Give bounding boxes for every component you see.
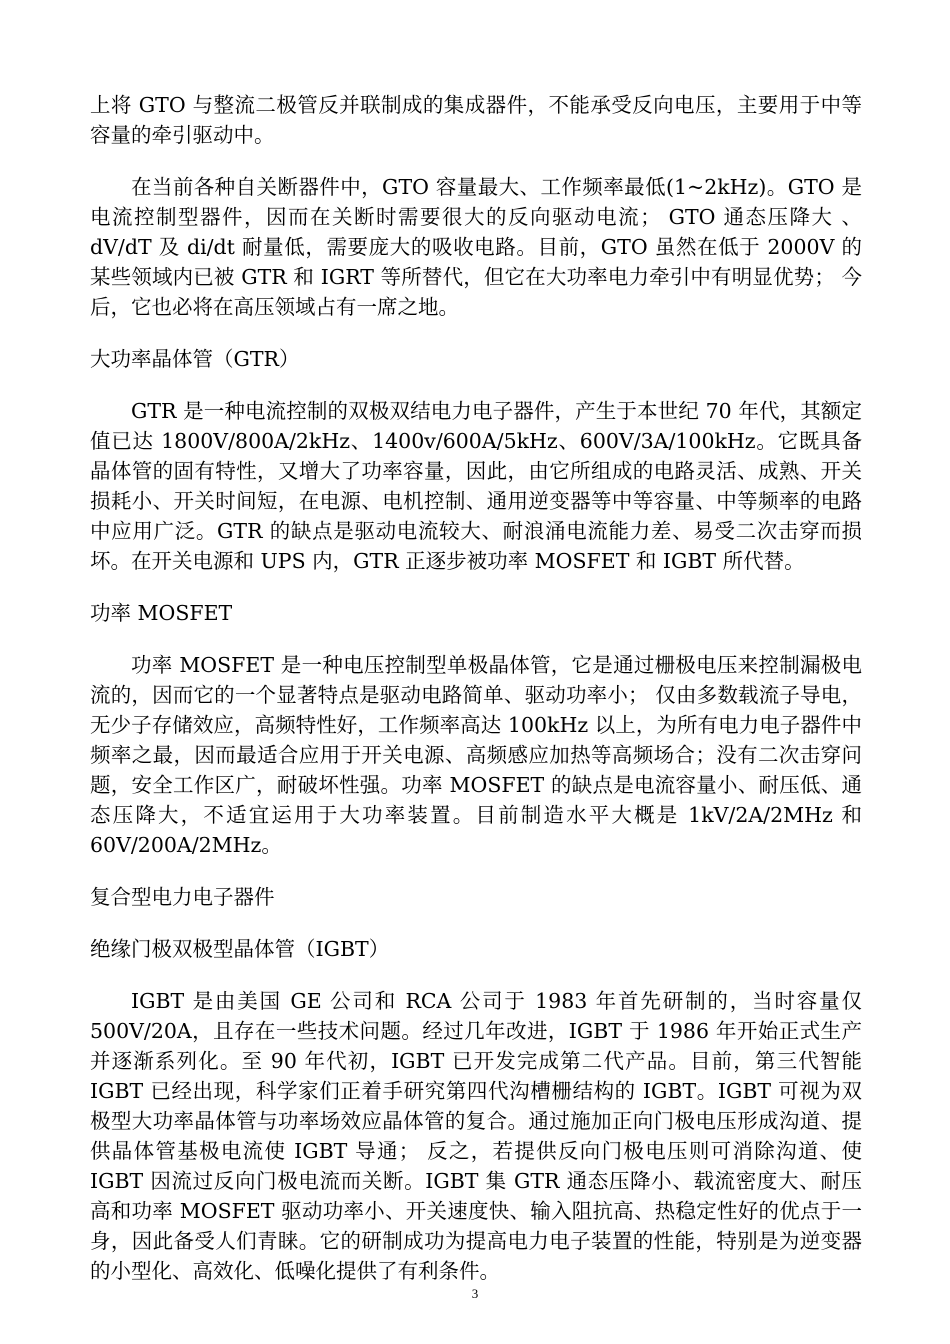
paragraph-power-mosfet: 功率 MOSFET 是一种电压控制型单极晶体管，它是通过栅极电压来控制漏极电流的，因而它的一个显著特点是驱动电路简单、驱动功率小； 仅由多数载流子导电，无少子存储效应，高频特性好，工作频率高达 100kHz 以上，为所有电力电子器件中频率之最，因而最适合应用于开关电源、高频感应加热等高频场合；没有二次击穿问题，安全工作区广，耐破坏性强。功率 MOSFET 的缺点是电流容量小、耐压低、通态压降大，不适宜运用于大功率装置。目前制造水平大概是 1kV/2A/2MHz 和 60V/200A/2MHz。 <box>90 653 862 857</box>
document-page <box>90 90 862 1286</box>
page-number: 3 <box>471 1286 479 1301</box>
heading-gtr: 大功率晶体管（GTR） <box>90 347 300 371</box>
heading-igbt: 绝缘门极双极型晶体管（IGBT） <box>90 937 390 961</box>
heading-composite-devices: 复合型电力电子器件 <box>90 885 275 909</box>
paragraph-igbt: IGBT 是由美国 GE 公司和 RCA 公司于 1983 年首先研制的，当时容量仅 500V/20A，且存在一些技术问题。经过几年改进，IGBT 于 1986 年开始正式生产并逐渐系列化。至 90 年代初，IGBT 已开发完成第二代产品。目前，第三代智能 IGBT 已经出现，科学家们正着手研究第四代沟槽栅结构的 IGBT。IGBT 可视为双极型大功率晶体管与功率场效应晶体管的复合。通过施加正向门极电压形成沟道、提供晶体管基极电流使 IGBT 导通； 反之，若提供反向门极电压则可消除沟道、使 IGBT 因流过反向门极电流而关断。IGBT 集 GTR 通态压降小、载流密度大、耐压高和功率 MOSFET 驱动功率小、开关速度快、输入阻抗高、热稳定性好的优点于一身，因此备受人们青睐。它的研制成功为提高电力电子装置的性能，特别是为逆变器的小型化、高效化、低噪化提供了有利条件。 <box>90 989 862 1283</box>
paragraph-gtr: GTR 是一种电流控制的双极双结电力电子器件，产生于本世纪 70 年代，其额定值已达 1800V/800A/2kHz、1400v/600A/5kHz、600V/3A/100kHz。它既具备晶体管的固有特性，又增大了功率容量，因此，由它所组成的电路灵活、成熟、开关损耗小、开关时间短，在电源、电机控制、通用逆变器等中等容量、中等频率的电路中应用广泛。GTR 的缺点是驱动电流较大、耐浪涌电流能力差、易受二次击穿而损坏。在开关电源和 UPS 内，GTR 正逐步被功率 MOSFET 和 IGBT 所代替。 <box>90 399 862 573</box>
paragraph-gto-summary: 在当前各种自关断器件中，GTO 容量最大、工作频率最低(1~2kHz)。GTO 是电流控制型器件，因而在关断时需要很大的反向驱动电流； GTO 通态压降大 、dV/dT 及 di/dt 耐量低，需要庞大的吸收电路。目前，GTO 虽然在低于 2000V 的某些领域内已被 GTR 和 IGRT 等所替代，但它在大功率电力牵引中有明显优势； 今后，它也必将在高压领域占有一席之地。 <box>90 175 862 319</box>
paragraph-gto-continuation: 上将 GTO 与整流二极管反并联制成的集成器件，不能承受反向电压，主要用于中等容量的牵引驱动中。 <box>90 93 862 147</box>
heading-power-mosfet: 功率 MOSFET <box>90 601 233 625</box>
